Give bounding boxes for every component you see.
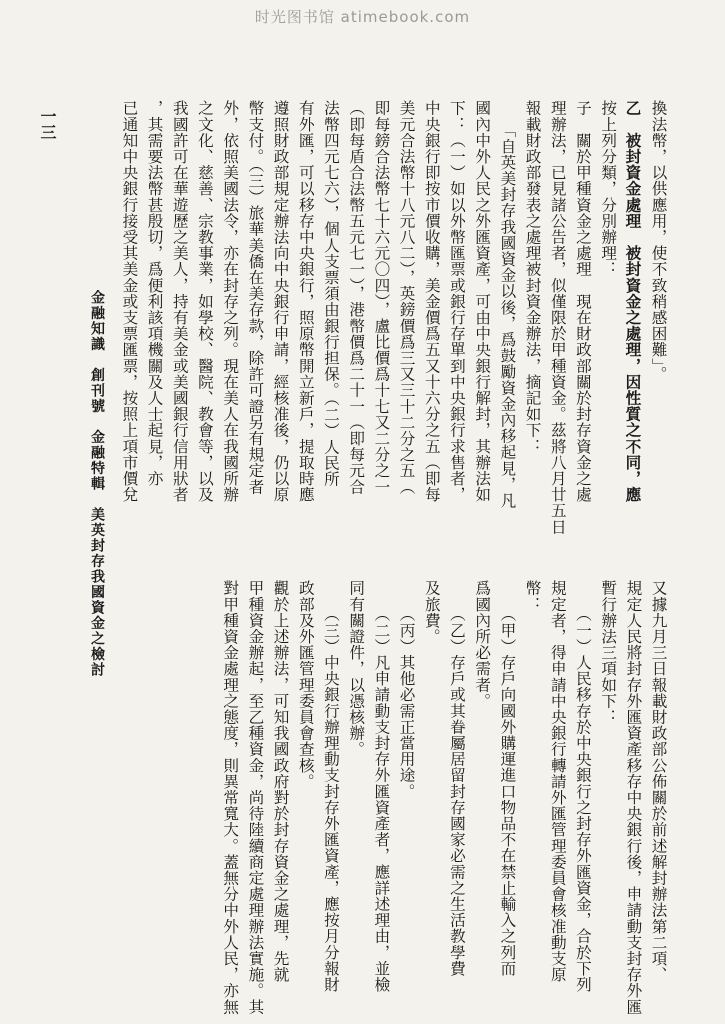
- text-column: 對甲種資金處理之態度，則異常寬大。蓋無分中外人民，亦無: [221, 580, 240, 1015]
- text-column: 同有關證件，以憑核辦。: [347, 580, 366, 758]
- text-column: 中央銀行即按市價收購，美金價爲五又十六分之五（即每: [422, 100, 441, 503]
- text-column: 換法幣，以供應用，使不致稍感困難」。: [649, 100, 668, 382]
- text-column: （即每盾合法幣五元七一），港幣價爲二十一（即每元合: [347, 100, 366, 495]
- running-footer: 金融知識 創刊號 金融特輯 美英封存我國資金之檢討: [89, 290, 105, 678]
- text-column: 外，依照美國法令，亦在封存之列。現在美人在我國所辦: [221, 100, 240, 503]
- text-column: 幣支付。（三）旅華美僑在美存款，除許可證另有規定者: [246, 100, 265, 495]
- text-column: 即每鎊合法幣七十六元〇四），盧比價爲十七又二分之一: [372, 100, 391, 495]
- text-column: ，其需要法幣甚殷切，爲便利該項機關及人士起見，亦: [145, 100, 164, 487]
- text-column: （甲）存戶向國外購運進口物品不在禁止輸入之列而: [498, 606, 517, 977]
- text-column: 規定人民將封存外匯資產移存中央銀行後，申請動支封存外匯: [624, 580, 643, 1015]
- text-column: （一）人民移存於中央銀行之封存外匯資金，合於下列: [573, 606, 592, 993]
- text-column: 又據九月三日報載財政部公佈關於前述解封辦法第二項、: [649, 580, 668, 983]
- text-column: 暫行辦法三項如下：: [599, 580, 618, 725]
- page-number: 一三: [38, 108, 57, 140]
- text-column: 甲種資金辦起，至乙種資金，尚待陸續商定處理辦法實施。其: [246, 580, 265, 1015]
- text-column: 遵照財政部規定辦法向中央銀行申請，經核准後，仍以原: [271, 100, 290, 503]
- text-column: 法幣四元七六），個人支票須由銀行担保。（二）人民所: [321, 100, 340, 487]
- text-column: 下：（一）如以外幣匯票或銀行存單到中央銀行求售者，: [447, 100, 466, 503]
- text-column: 美元合法幣十八元八二），英鎊價爲三又三十二分之五（: [397, 100, 416, 495]
- text-column: 按上列分類，分別辦理：: [599, 100, 618, 278]
- text-column: 規定者，得申請中央銀行轉請外匯管理委員會核准動支原: [548, 580, 567, 983]
- site-watermark: 时光图书馆 atimebook.com: [254, 8, 471, 26]
- text-column: 子 關於甲種資金之處理 現在財政部關於封存資金之處: [573, 100, 592, 503]
- text-column: 乙 被封資金處理 被封資金之處理，因性質之不同，應: [623, 100, 643, 503]
- text-column: 之文化、慈善、宗教事業，如學校、醫院、教會等，以及: [195, 100, 214, 503]
- text-column: （三）中央銀行辦理動支封存外匯資產，應按月分報財: [321, 606, 340, 993]
- text-column: （乙）存戶或其眷屬居留封存國家必需之生活教學費: [447, 606, 466, 977]
- text-column: 政部及外匯管理委員會查核。: [296, 580, 315, 790]
- text-column: 幣：: [523, 580, 542, 613]
- text-column: 已通知中央銀行接受其美金或支票匯票，按照上項市價兌: [120, 100, 139, 503]
- text-column: 爲國內所必需者。: [473, 580, 492, 709]
- text-column: 報載財政部發表之處理被封資金辦法，摘記如下：: [523, 100, 542, 455]
- text-column: 「自英美封存我國資金以後，爲鼓勵資金內移起見，凡: [498, 122, 517, 509]
- text-column: 理辦法，已見諸公告者，似僅限於甲種資金。茲將八月廿五日: [548, 100, 567, 535]
- text-column: （丙）其他必需正當用途。: [397, 606, 416, 800]
- text-column: 及旅費。: [422, 580, 441, 645]
- text-column: 國內中外人民之外匯資產，可由中央銀行解封，其辦法如: [473, 100, 492, 503]
- text-column: 有外匯，可以移存中央銀行，照原幣開立新戶，提取時應: [296, 100, 315, 503]
- text-column: 觀於上述辦法，可知我國政府對於封存資金之處理，先就: [271, 580, 290, 983]
- text-column: （二）凡申請動支封存外匯資產者，應詳述理由，並檢: [372, 606, 391, 993]
- text-column: 我國許可在華遊歷之美人，持有美金或美國銀行信用狀者: [170, 100, 189, 503]
